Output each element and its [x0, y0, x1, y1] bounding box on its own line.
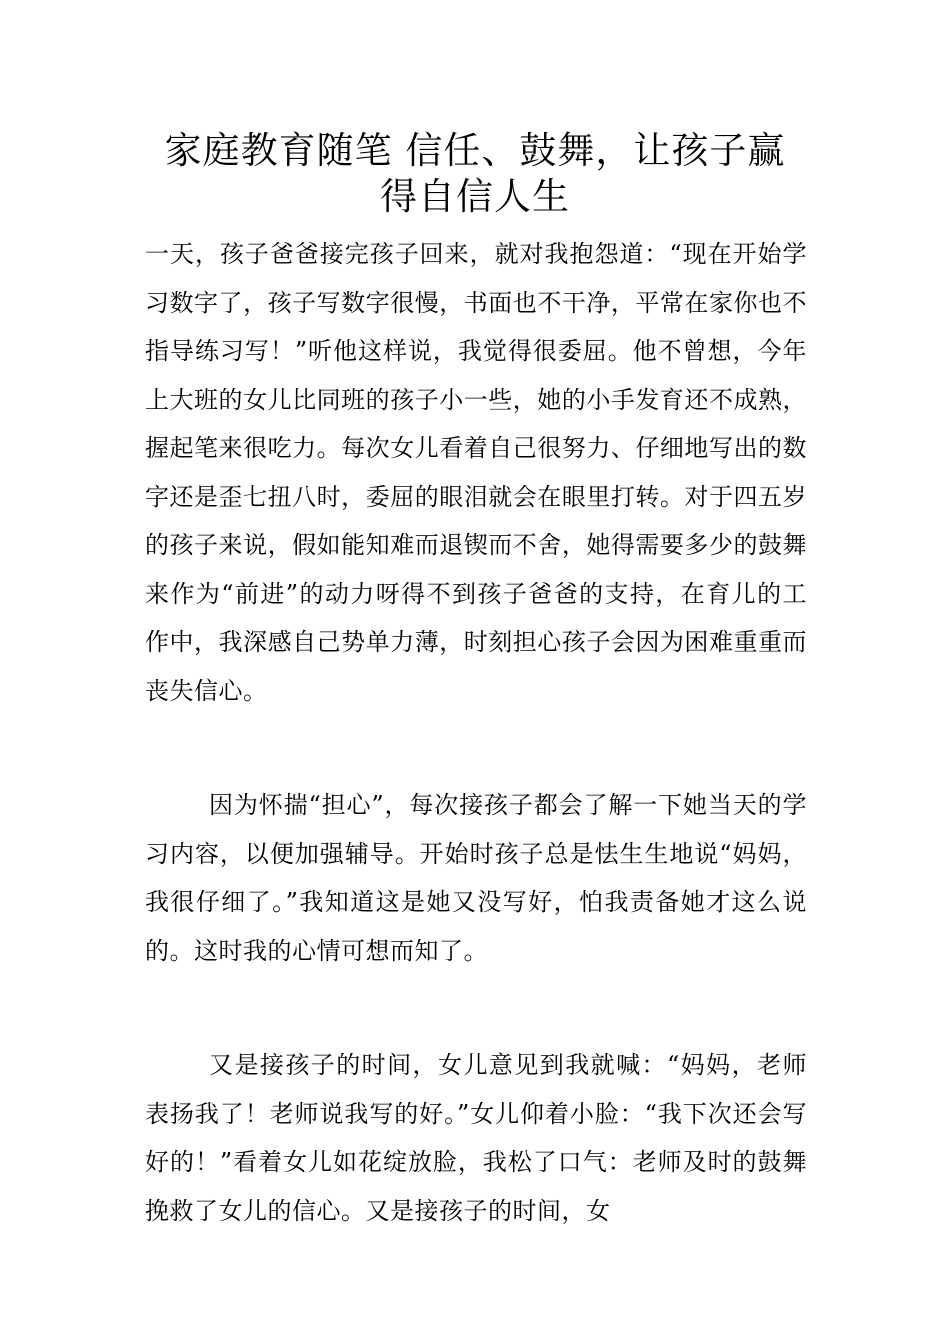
paragraph-gap — [145, 975, 807, 1041]
paragraph-2: 因为怀揣“担心”，每次接孩子都会了解一下她当天的学习内容，以便加强辅导。开始时孩子总是怯生生地说“妈妈，我很仔细了。”我知道这是她又没写好，怕我责备她才这么说的。这时我的心情可想而知了。 — [145, 791, 807, 965]
document-body — [145, 230, 807, 1235]
title-line-2: 得自信人生 — [380, 175, 570, 218]
paragraph-3: 又是接孩子的时间，女儿意见到我就喊：“妈妈，老师表扬我了！老师说我写的好。”女儿仰着小脸：“我下次还会写好的！”看着女儿如花绽放脸，我松了口气：老师及时的鼓舞挽救了女儿的信心。又是接孩子的时间，女 — [145, 1051, 807, 1225]
paragraph-gap — [145, 715, 807, 781]
document-title — [145, 128, 805, 220]
paragraph-1: 一天，孩子爸爸接完孩子回来，就对我抱怨道：“现在开始学习数字了，孩子写数字很慢，书面也不干净，平常在家你也不指导练习写！”听他这样说，我觉得很委屈。他不曾想，今年上大班的女儿比同班的孩子小一些，她的小手发育还不成熟，握起笔来很吃力。每次女儿看着自己很努力、仔细地写出的数字还是歪七扭八时，委屈的眼泪就会在眼里打转。对于四五岁的孩子来说，假如能知难而退锲而不舍，她得需要多少的鼓舞来作为“前进”的动力呀得不到孩子爸爸的支持，在育儿的工作中，我深感自己势单力薄，时刻担心孩子会因为困难重重而丧失信心。 — [145, 240, 807, 705]
title-line-1: 家庭教育随笔 信任、鼓舞，让孩子赢 — [164, 129, 786, 172]
